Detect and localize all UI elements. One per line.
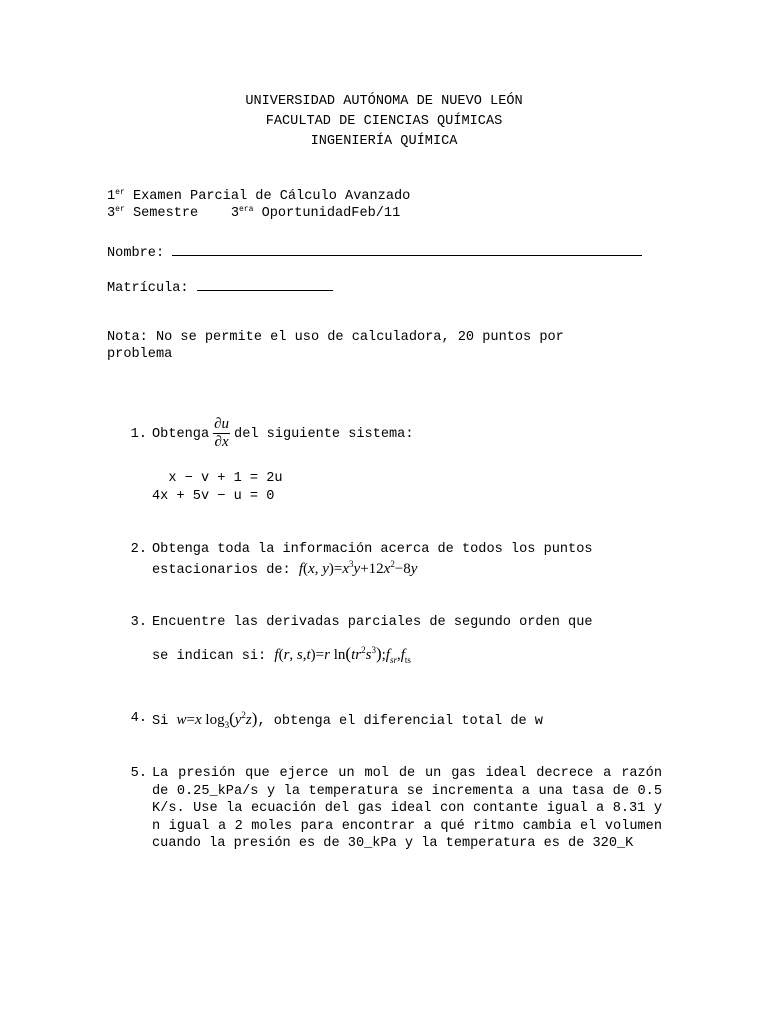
id-label: Matrícula:	[107, 281, 189, 296]
name-field	[107, 241, 642, 263]
problem-3-text: se indican si:	[152, 649, 267, 664]
problem-3-formula: f(r, s,t)=r $\ln(tr^2s^3);f_{sr},f_{ts}$	[274, 644, 411, 665]
problem-1-text-after: del siguiente sistema:	[234, 427, 414, 443]
name-blank-line	[172, 241, 642, 256]
opportunity-text: OportunidadFeb/11	[253, 206, 401, 221]
problem-5-number: 5.	[130, 766, 147, 781]
semester-ordinal: er	[115, 205, 125, 214]
problem-3-number: 3.	[130, 615, 147, 630]
problem-4-formula: w=x $\log_3(y^2z)$	[176, 709, 258, 730]
note-line-1: Nota: No se permite el uso de calculadora, 20 puntos por	[107, 330, 564, 345]
problem-1-statement	[152, 416, 414, 453]
problem-5-text: La presión que ejerce un mol de un gas ideal decrece a razón de 0.25_kPa/s y la temperatura se incrementa a una tasa de 0.5 K/s. Use la ecuación del gas ideal con contante igual a 8.31 y n igual a 2 moles para encontrar a qué ritmo cambia el volumen cuando la presión es de 30_kPa y la temperatura es de 320_K	[152, 766, 662, 851]
problem-1-text-before: Obtenga	[152, 427, 210, 443]
id-blank-line	[197, 276, 333, 291]
problem-2-formula	[299, 561, 418, 577]
problem-1-equation-2: 4x + 5v − u = 0	[152, 489, 275, 504]
problem-4-number: 4.	[130, 711, 147, 726]
formula-2-visual: f(x, $y)=x^3y+12x^2-8y$	[298, 559, 418, 577]
semester-number: 3	[107, 206, 116, 221]
fraction-denominator: ∂x	[214, 434, 229, 450]
exam-number: 1	[107, 189, 116, 204]
exam-title-text: Examen Parcial de Cálculo Avanzado	[124, 189, 411, 204]
problem-2-line-2	[152, 560, 417, 580]
faculty-name: FACULTAD DE CIENCIAS QUÍMICAS	[265, 114, 503, 129]
exam-title	[107, 188, 410, 206]
exam-number-ordinal: er	[115, 188, 125, 197]
problem-2-number: 2.	[130, 542, 147, 557]
id-field	[107, 276, 333, 298]
problem-3-line-1: Encuentre las derivadas parciales de segundo orden que	[152, 615, 593, 630]
problem-1-number: 1.	[130, 427, 147, 442]
problem-1-equation-1: x − v + 1 = 2u	[152, 471, 283, 486]
problem-4-statement	[152, 708, 543, 733]
program-name: INGENIERÍA QUÍMICA	[310, 134, 458, 149]
fraction-numerator: ∂u	[214, 416, 230, 432]
problem-2-line-1: Obtenga toda la información acerca de todos los puntos	[152, 542, 593, 557]
problem-4-text-after: , obtenga el diferencial total de w	[257, 714, 543, 729]
semester-text: Semestre 3	[124, 206, 239, 221]
name-label: Nombre:	[107, 246, 165, 261]
university-name: UNIVERSIDAD AUTÓNOMA DE NUEVO LEÓN	[245, 94, 523, 109]
exam-semester	[107, 205, 400, 223]
opportunity-ordinal: era	[239, 205, 254, 214]
problem-3-line-2	[152, 643, 411, 668]
problem-2-text: estacionarios de:	[152, 563, 291, 578]
partial-derivative-fraction	[213, 416, 230, 451]
note-line-2: problema	[107, 347, 173, 362]
problem-4-text-before: Si	[152, 714, 169, 729]
